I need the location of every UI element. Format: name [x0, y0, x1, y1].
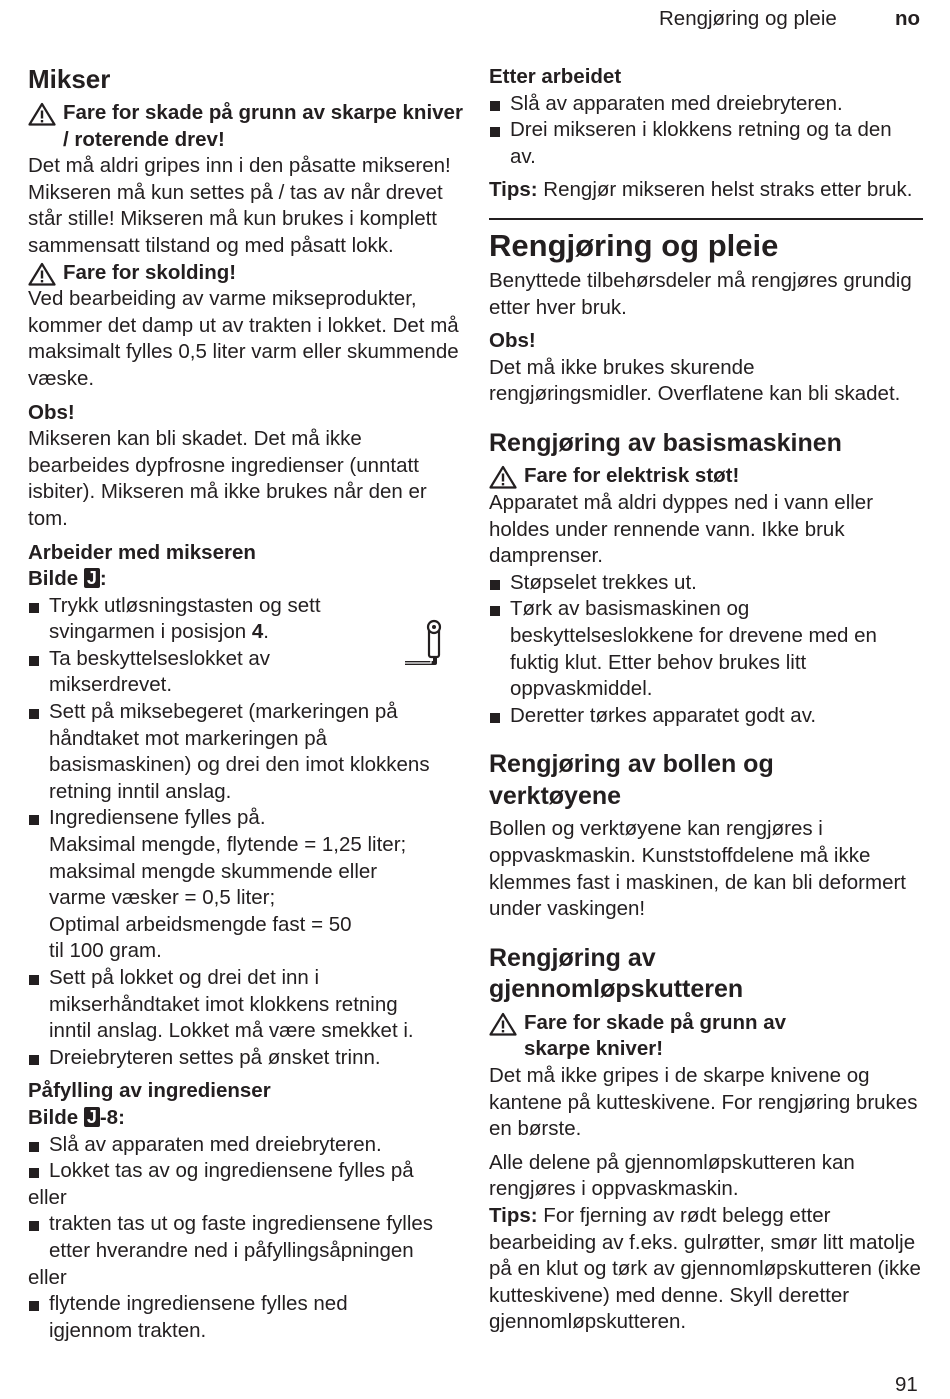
- list-item: Trykk utløsningstasten og sett svingarmen i posisjon 4.: [28, 593, 468, 646]
- warning-sharp-knives: [28, 100, 468, 153]
- warning-triangle-icon: [489, 465, 517, 489]
- warning-triangle-icon: [28, 262, 56, 286]
- right-column: [489, 64, 923, 1336]
- paragraph: Det må ikke gripes i de skarpe knivene og kantene på kutteskivene. For rengjøring brukes en børste.: [489, 1063, 918, 1141]
- list-item: Slå av apparaten med dreiebryteren.: [489, 91, 923, 118]
- warning-triangle-icon: [489, 1012, 517, 1036]
- list-item: Støpselet trekkes ut.: [489, 570, 923, 597]
- heading-bowl-cleaning: Rengjøring av bollen og verktøyene: [489, 750, 774, 810]
- list-item: Ingrediensene fylles på. Maksimal mengde, flytende = 1,25 liter; maksimal mengde skummende eller varme væsker = 0,5 liter; Optimal arbeidsmengde fast = 50 til 100 gram.: [28, 805, 468, 965]
- figure-reference: Bilde J -8:: [28, 1105, 125, 1129]
- swing-arm-position-icon: [401, 617, 445, 669]
- heading-cutter-cleaning: Rengjøring av gjennomløpskutteren: [489, 943, 744, 1004]
- list-item: Sett på lokket og drei det inn i mikserhåndtaket imot klokkens retning inntil anslag. Lokket må være smekket i.: [28, 965, 468, 1045]
- after-work-list: [489, 91, 923, 171]
- fill-amount-line: Optimal arbeidsmengde fast = 50 til 100 gram.: [49, 912, 352, 963]
- list-item: trakten tas ut og faste ingrediensene fylles etter hverandre ned i påfyllingsåpningen: [28, 1211, 468, 1264]
- refill-list: [28, 1211, 468, 1264]
- paragraph: Det må aldri gripes inn i den påsatte mikseren! Mikseren må kun settes på / tas av når drevet står stille! Mikseren må kun brukes i komplett sammensatt tilstand og med påsatt lokk.: [28, 154, 451, 257]
- running-header-title: Rengjøring og pleie: [659, 7, 837, 30]
- section-divider: [489, 218, 923, 220]
- list-item: Dreiebryteren settes på ønsket trinn.: [28, 1045, 468, 1072]
- subheading-refill: Påfylling av ingredienser: [28, 1079, 271, 1103]
- paragraph: Ved bearbeiding av varme mikseprodukter, kommer det damp ut av trakten i lokket. Det må maksimalt fylles 0,5 liter varm eller skummende væske.: [28, 287, 459, 390]
- list-item: Tørk av basismaskinen og beskyttelseslokkene for drevene med en fuktig klut. Etter behov brukes litt oppvaskmiddel.: [489, 596, 923, 702]
- list-item: Drei mikseren i klokkens retning og ta den av.: [489, 117, 923, 170]
- or-connector: eller: [28, 1265, 67, 1289]
- fill-amount-line: Maksimal mengde, flytende = 1,25 liter;: [49, 833, 407, 857]
- paragraph: Det må ikke brukes skurende rengjøringsmidler. Overflatene kan bli skadet.: [489, 355, 901, 406]
- list-item: Slå av apparaten med dreiebryteren.: [28, 1132, 468, 1159]
- figure-key-badge: J: [84, 568, 100, 588]
- refill-list: [28, 1132, 468, 1185]
- warning-text: Fare for skolding!: [63, 260, 237, 284]
- or-connector: eller: [28, 1185, 67, 1209]
- tip: Tips: Rengjør mikseren helst straks etter bruk.: [489, 178, 913, 202]
- list-item: Lokket tas av og ingrediensene fylles på: [28, 1158, 468, 1185]
- list-item: Ta beskyttelseslokket av mikserdrevet.: [28, 646, 468, 699]
- warning-scalding: [28, 260, 468, 287]
- warning-electric-shock: [489, 463, 923, 490]
- list-item: flytende ingrediensene fylles ned igjennom trakten.: [28, 1291, 468, 1344]
- obs-label: Obs!: [28, 400, 75, 424]
- paragraph: Bollen og verktøyene kan rengjøres i oppvaskmaskin. Kunststoffdelene må ikke klemmes fast i maskinen, de kan bli deformert under vaskingen!: [489, 817, 906, 921]
- tip: Tips: For fjerning av rødt belegg etter bearbeiding av f.eks. gulrøtter, smør litt matolje på en klut og tørk av gjennomløpskutteren (ikke kutteskivene) med denne. Skyll deretter gjennomløpskutteren.: [489, 1203, 921, 1334]
- language-code: no: [895, 7, 921, 30]
- subheading-working: Arbeider med mikseren: [28, 540, 256, 564]
- figure-reference: Bilde J :: [28, 567, 107, 591]
- obs-label: Obs!: [489, 329, 536, 353]
- warning-sharp-knives: [489, 1010, 923, 1063]
- paragraph: Mikseren kan bli skadet. Det må ikke bearbeides dypfrosne ingredienser (unntatt isbiter). Mikseren må ikke brukes når den er tom.: [28, 427, 427, 530]
- paragraph: Benyttede tilbehørsdeler må rengjøres grundig etter hver bruk.: [489, 268, 912, 319]
- warning-text: Fare for skade på grunn av skarpe kniver / roterende drev!: [63, 101, 463, 151]
- warning-triangle-icon: [28, 102, 56, 126]
- fill-amount-line: maksimal mengde skummende eller varme væsker = 0,5 liter;: [49, 859, 378, 910]
- list-item: Sett på miksebegeret (markeringen på håndtaket mot markeringen på basismaskinen) og drei den imot klokkens retning inntil anslag.: [28, 699, 468, 805]
- figure-key-badge: J: [84, 1107, 100, 1127]
- page-number: 91: [895, 1373, 918, 1396]
- section-title-mikser: Mikser: [28, 64, 111, 94]
- paragraph: Alle delene på gjennomløpskutteren kan rengjøres i oppvaskmaskin.: [489, 1150, 855, 1201]
- paragraph: Apparatet må aldri dyppes ned i vann eller holdes under rennende vann. Ikke bruk damprenser.: [489, 491, 874, 568]
- heading-base-cleaning: Rengjøring av basismaskinen: [489, 428, 842, 457]
- refill-list: [28, 1291, 468, 1344]
- warning-text: Fare for elektrisk støt!: [524, 464, 740, 488]
- section-title-cleaning: Rengjøring og pleie: [489, 227, 779, 263]
- left-column: [28, 64, 468, 1344]
- list-item: Deretter tørkes apparatet godt av.: [489, 703, 923, 730]
- base-cleaning-list: [489, 570, 923, 730]
- warning-text: Fare for skade på grunn av skarpe kniver!: [524, 1010, 787, 1061]
- subheading-after-work: Etter arbeidet: [489, 65, 622, 88]
